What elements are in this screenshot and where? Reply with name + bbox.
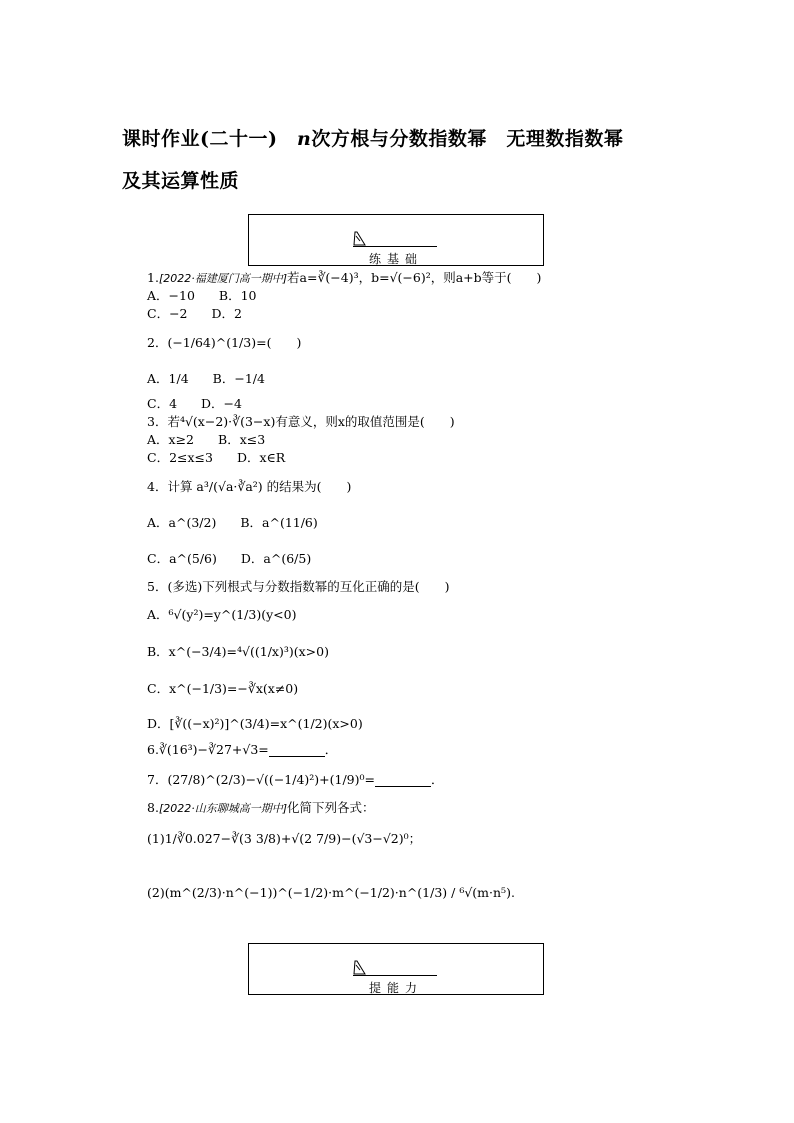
banner-label: 练基础 [368, 252, 423, 266]
question-stem: 若a=∛(−4)³，b=√(−6)²，则a+b等于( ) [287, 270, 542, 285]
pencil-icon [353, 960, 367, 976]
question-2: 2．(−1/64)^(1/3)=( ) [147, 335, 302, 350]
option-c: C．4 [147, 396, 178, 411]
section-banner-advanced [248, 943, 544, 995]
option-a: A．1/4 [147, 371, 189, 386]
option-d: D．−4 [201, 396, 242, 411]
banner-label: 提能力 [368, 981, 423, 995]
section-banner-basic [248, 214, 544, 266]
answer-blank [269, 744, 325, 757]
option-b: B．10 [218, 288, 257, 303]
pencil-icon [353, 231, 367, 247]
option-a: A．x≥2 [147, 432, 195, 447]
question-1-options-row2 [147, 307, 242, 321]
question-5-option-c: C．x^(−1/3)=−∛x(x≠0) [147, 681, 299, 696]
option-d: D．a^(6/5) [240, 551, 312, 566]
question-source: [2022·福建厦门高一期中] [158, 272, 288, 285]
option-b: B．a^(11/6) [240, 515, 318, 530]
question-8: 8.[2022·山东聊城高一期中]化简下列各式： [147, 800, 375, 815]
question-5-option-d: D．[∛((−x)²)]^(3/4)=x^(1/2)(x>0) [147, 716, 363, 731]
option-a: A．−10 [147, 288, 195, 303]
question-5: 5．(多选)下列根式与分数指数幂的互化正确的是( ) [147, 579, 450, 594]
banner-underline [353, 246, 437, 247]
question-4: 4．计算 a³/(√a·∛a²) 的结果为( ) [147, 479, 352, 494]
answer-blank [375, 774, 431, 787]
page-title-line1: 课时作业(二十一) n次方根与分数指数幂 无理数指数幂 [122, 128, 624, 150]
question-3-options-row1 [147, 433, 265, 447]
question-3-options-row2 [147, 451, 285, 465]
option-d: D．x∈R [236, 450, 286, 465]
option-d: D．2 [211, 306, 242, 321]
question-4-options-row2 [147, 552, 311, 566]
option-c: C．−2 [147, 306, 188, 321]
option-b: B．x≤3 [218, 432, 266, 447]
question-7: 7．(27/8)^(2/3)−√((−1/4)²)+(1/9)⁰= ． [147, 772, 444, 787]
option-a: A．a^(3/2) [147, 515, 217, 530]
question-8-part-2: (2)(m^(2/3)·n^(−1))^(−1/2)·m^(−1/2)·n^(1/3) / ⁶√(m·n⁵). [147, 885, 515, 900]
question-2-options-row2 [147, 397, 242, 411]
banner-underline [353, 975, 437, 976]
question-4-options-row1 [147, 516, 318, 530]
question-1: 1.[2022·福建厦门高一期中]若a=∛(−4)³，b=√(−6)²，则a+b等于( ) [147, 270, 542, 285]
question-1-options-row1 [147, 289, 257, 303]
question-5-option-a: A．⁶√(y²)=y^(1/3)(y<0) [147, 607, 297, 622]
question-3: 3．若⁴√(x−2)·∛(3−x)有意义，则x的取值范围是( ) [147, 414, 455, 429]
option-c: C．2≤x≤3 [147, 450, 213, 465]
option-b: B．−1/4 [212, 371, 265, 386]
question-8-part-1: (1)1/∛0.027−∛(3 3/8)+√(2 7/9)−(√3−√2)⁰； [147, 831, 422, 846]
question-5-option-b: B．x^(−3/4)=⁴√((1/x)³)(x>0) [147, 644, 329, 659]
question-2-options-row1 [147, 372, 265, 386]
option-c: C．a^(5/6) [147, 551, 217, 566]
page-title-line2: 及其运算性质 [122, 170, 240, 192]
question-6: 6.∛(16³)−∛27+√3= ． [147, 742, 338, 757]
question-source: [2022·山东聊城高一期中] [158, 802, 288, 815]
